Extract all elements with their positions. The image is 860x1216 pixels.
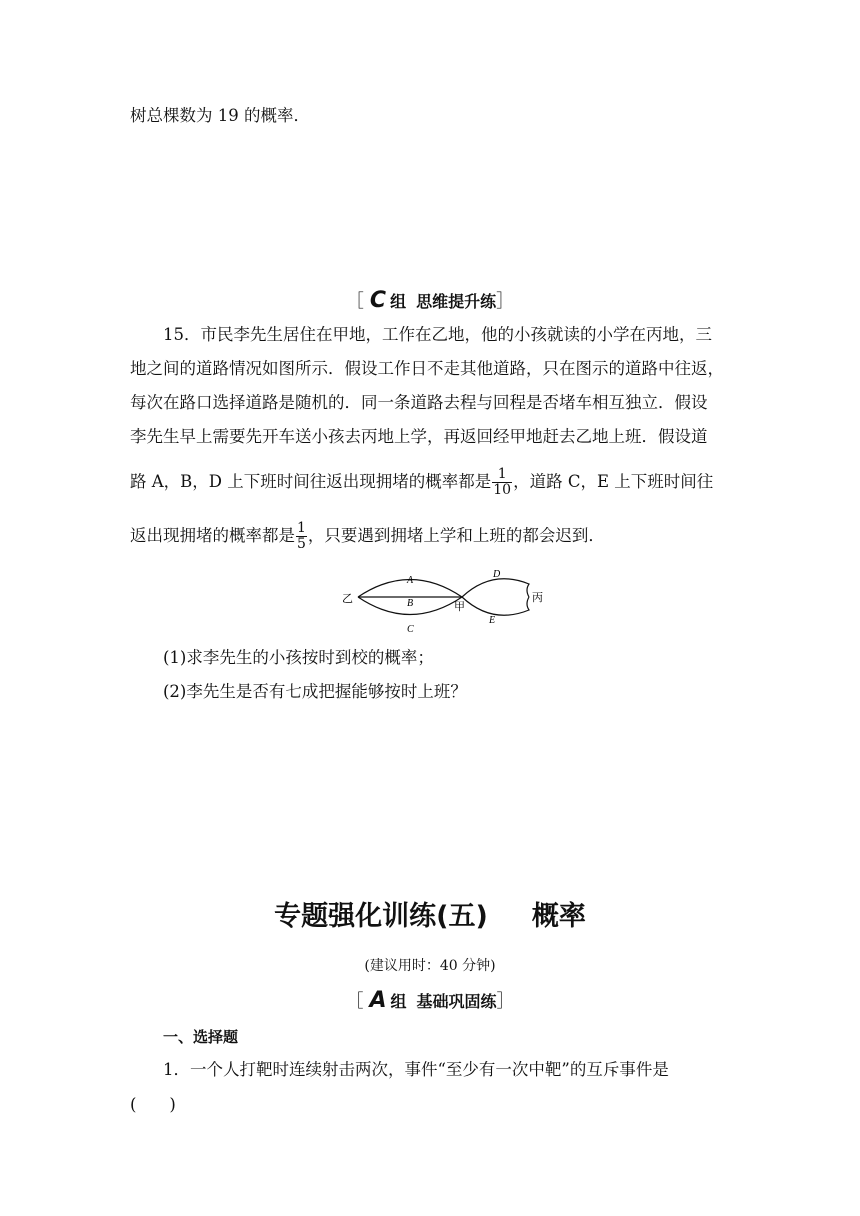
fraction-numerator: 1 bbox=[297, 520, 306, 536]
time-note: (建议用时：40 分钟) bbox=[364, 958, 496, 974]
road-e-line bbox=[462, 597, 529, 615]
label-road-d: D bbox=[493, 569, 501, 580]
text-segment: ，道路 C，E 上下班时间往 bbox=[513, 472, 714, 491]
label-road-a: A bbox=[407, 575, 414, 586]
fraction-numerator: 1 bbox=[492, 467, 512, 483]
problem-1-line: 1．一个人打靶时连续射击两次，事件“至少有一次中靶”的互斥事件是 bbox=[163, 1060, 669, 1079]
group-a-heading bbox=[0, 987, 860, 1013]
group-letter: A bbox=[369, 988, 387, 1013]
group-label: 组 bbox=[390, 992, 407, 1011]
text-segment: ，只要遇到拥堵上学和上班的都会迟到． bbox=[307, 526, 605, 545]
road-diagram bbox=[330, 564, 560, 640]
group-title: 基础巩固练 bbox=[416, 992, 497, 1011]
section-heading: 一、选择题 bbox=[163, 1028, 239, 1046]
problem-15-line: 15．市民李先生居住在甲地，工作在乙地，他的小孩就读的小学在丙地，三 bbox=[163, 325, 712, 344]
text-line: 树总棵数为 19 的概率． bbox=[130, 106, 310, 125]
bracket-close: ］ bbox=[496, 991, 515, 1012]
fraction bbox=[296, 521, 307, 552]
road-d-line bbox=[462, 579, 529, 597]
bracket-open: ［ bbox=[345, 991, 364, 1012]
label-road-e: E bbox=[489, 615, 496, 626]
bracket-close: ］ bbox=[496, 291, 515, 312]
main-title-part1: 专题强化训练(五) bbox=[274, 901, 488, 932]
group-letter: C bbox=[369, 288, 387, 313]
text-segment: 路 A，B，D 上下班时间往返出现拥堵的概率都是 bbox=[130, 472, 492, 491]
text-segment: 返出现拥堵的概率都是 bbox=[130, 526, 295, 545]
question-1: (1)求李先生的小孩按时到校的概率； bbox=[163, 648, 434, 667]
label-road-c: C bbox=[407, 624, 414, 635]
label-road-b: B bbox=[407, 598, 414, 609]
problem-15-line: 地之间的道路情况如图所示．假设工作日不走其他道路，只在图示的道路中往返， bbox=[130, 359, 724, 378]
fraction-denominator: 5 bbox=[297, 536, 306, 552]
problem-15-line: 李先生早上需要先开车送小孩去丙地上学，再返回经甲地赶去乙地上班．假设道 bbox=[130, 427, 708, 446]
label-bing: 丙 bbox=[532, 592, 543, 604]
problem-15-line: 每次在路口选择道路是随机的．同一条道路去程与回程是否堵车相互独立．假设 bbox=[130, 393, 708, 412]
group-title: 思维提升练 bbox=[416, 292, 497, 311]
main-title-part2: 概率 bbox=[531, 901, 586, 932]
fraction-denominator: 10 bbox=[493, 482, 512, 498]
fraction bbox=[492, 467, 512, 498]
problem-15-line bbox=[130, 467, 713, 498]
answer-blank: ( ) bbox=[130, 1095, 176, 1114]
main-title bbox=[0, 894, 860, 933]
label-yi: 乙 bbox=[342, 593, 353, 605]
problem-15-line bbox=[130, 521, 605, 552]
label-jia: 甲 bbox=[454, 601, 465, 613]
group-c-heading bbox=[0, 287, 860, 313]
question-2: (2)李先生是否有七成把握能够按时上班？ bbox=[163, 682, 467, 701]
bracket-open: ［ bbox=[345, 291, 364, 312]
group-label: 组 bbox=[390, 292, 407, 311]
